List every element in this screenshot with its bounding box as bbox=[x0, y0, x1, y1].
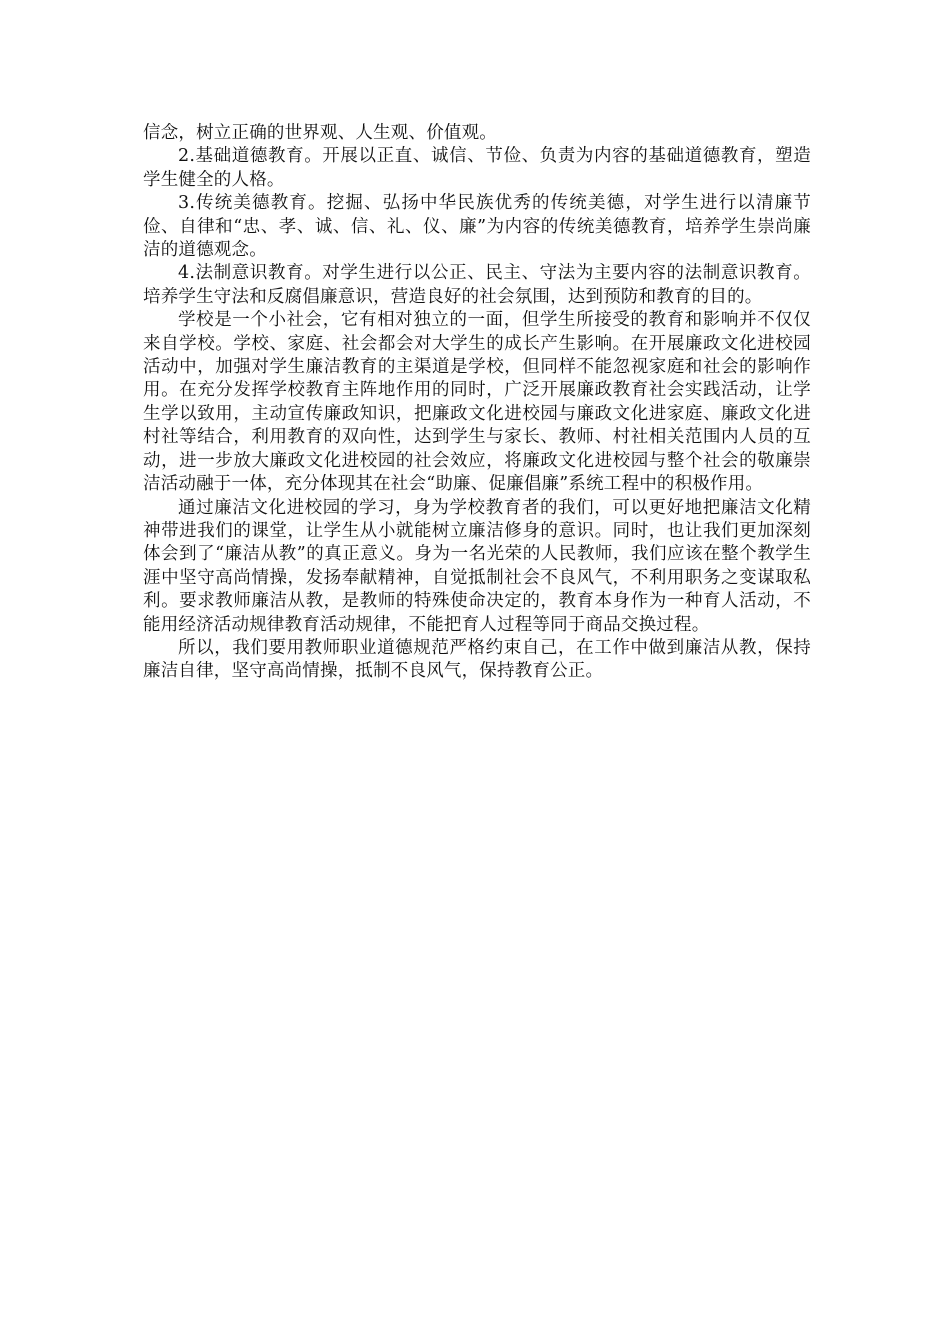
paragraph-legal-awareness-education: 4.法制意识教育。对学生进行以公正、民主、守法为主要内容的法制意识教育。培养学生守法和反腐倡廉意识，营造良好的社会氛围，达到预防和教育的目的。 bbox=[143, 263, 811, 307]
paragraph-basic-moral-education: 2.基础道德教育。开展以正直、诚信、节俭、负责为内容的基础道德教育，塑造学生健全的人格。 bbox=[143, 146, 811, 190]
paragraph-school-society: 学校是一个小社会，它有相对独立的一面，但学生所接受的教育和影响并不仅仅来自学校。学校、家庭、社会都会对大学生的成长产生影响。在开展廉政文化进校园活动中，加强对学生廉洁教育的主渠道是学校，但同样不能忽视家庭和社会的影响作用。在充分发挥学校教育主阵地作用的同时，广泛开展廉政教育社会实践活动，让学生学以致用，主动宣传廉政知识，把廉政文化进校园与廉政文化进家庭、廉政文化进村社等结合，利用教育的双向性，达到学生与家长、教师、村社相关范围内人员的互动，进一步放大廉政文化进校园的社会效应，将廉政文化进校园与整个社会的敬廉崇洁活动融于一体，充分体现其在社会“助廉、促廉倡廉”系统工程中的积极作用。 bbox=[143, 310, 811, 495]
paragraph-continuation: 信念，树立正确的世界观、人生观、价值观。 bbox=[143, 123, 497, 143]
paragraph-integrity-study: 通过廉洁文化进校园的学习，身为学校教育者的我们，可以更好地把廉洁文化精神带进我们的课堂，让学生从小就能树立廉洁修身的意识。同时，也让我们更加深刻体会到了“廉洁从教”的真正意义。身为一名光荣的人民教师，我们应该在整个教学生涯中坚守高尚情操，发扬奉献精神，自觉抵制社会不良风气，不利用职务之变谋取私利。要求教师廉洁从教，是教师的特殊使命决定的，教育本身作为一种育人活动，不能用经济活动规律教育活动规律，不能把育人过程等同于商品交换过程。 bbox=[143, 497, 811, 635]
paragraph-conclusion: 所以，我们要用教师职业道德规范严格约束自己，在工作中做到廉洁从教，保持廉洁自律，坚守高尚情操，抵制不良风气，保持教育公正。 bbox=[143, 637, 811, 682]
paragraph-traditional-virtue-education: 3.传统美德教育。挖掘、弘扬中华民族优秀的传统美德，对学生进行以清廉节俭、自律和“忠、孝、诚、信、礼、仪、廉”为内容的传统美德教育，培养学生崇尚廉洁的道德观念。 bbox=[143, 193, 811, 261]
document-body bbox=[143, 122, 811, 684]
